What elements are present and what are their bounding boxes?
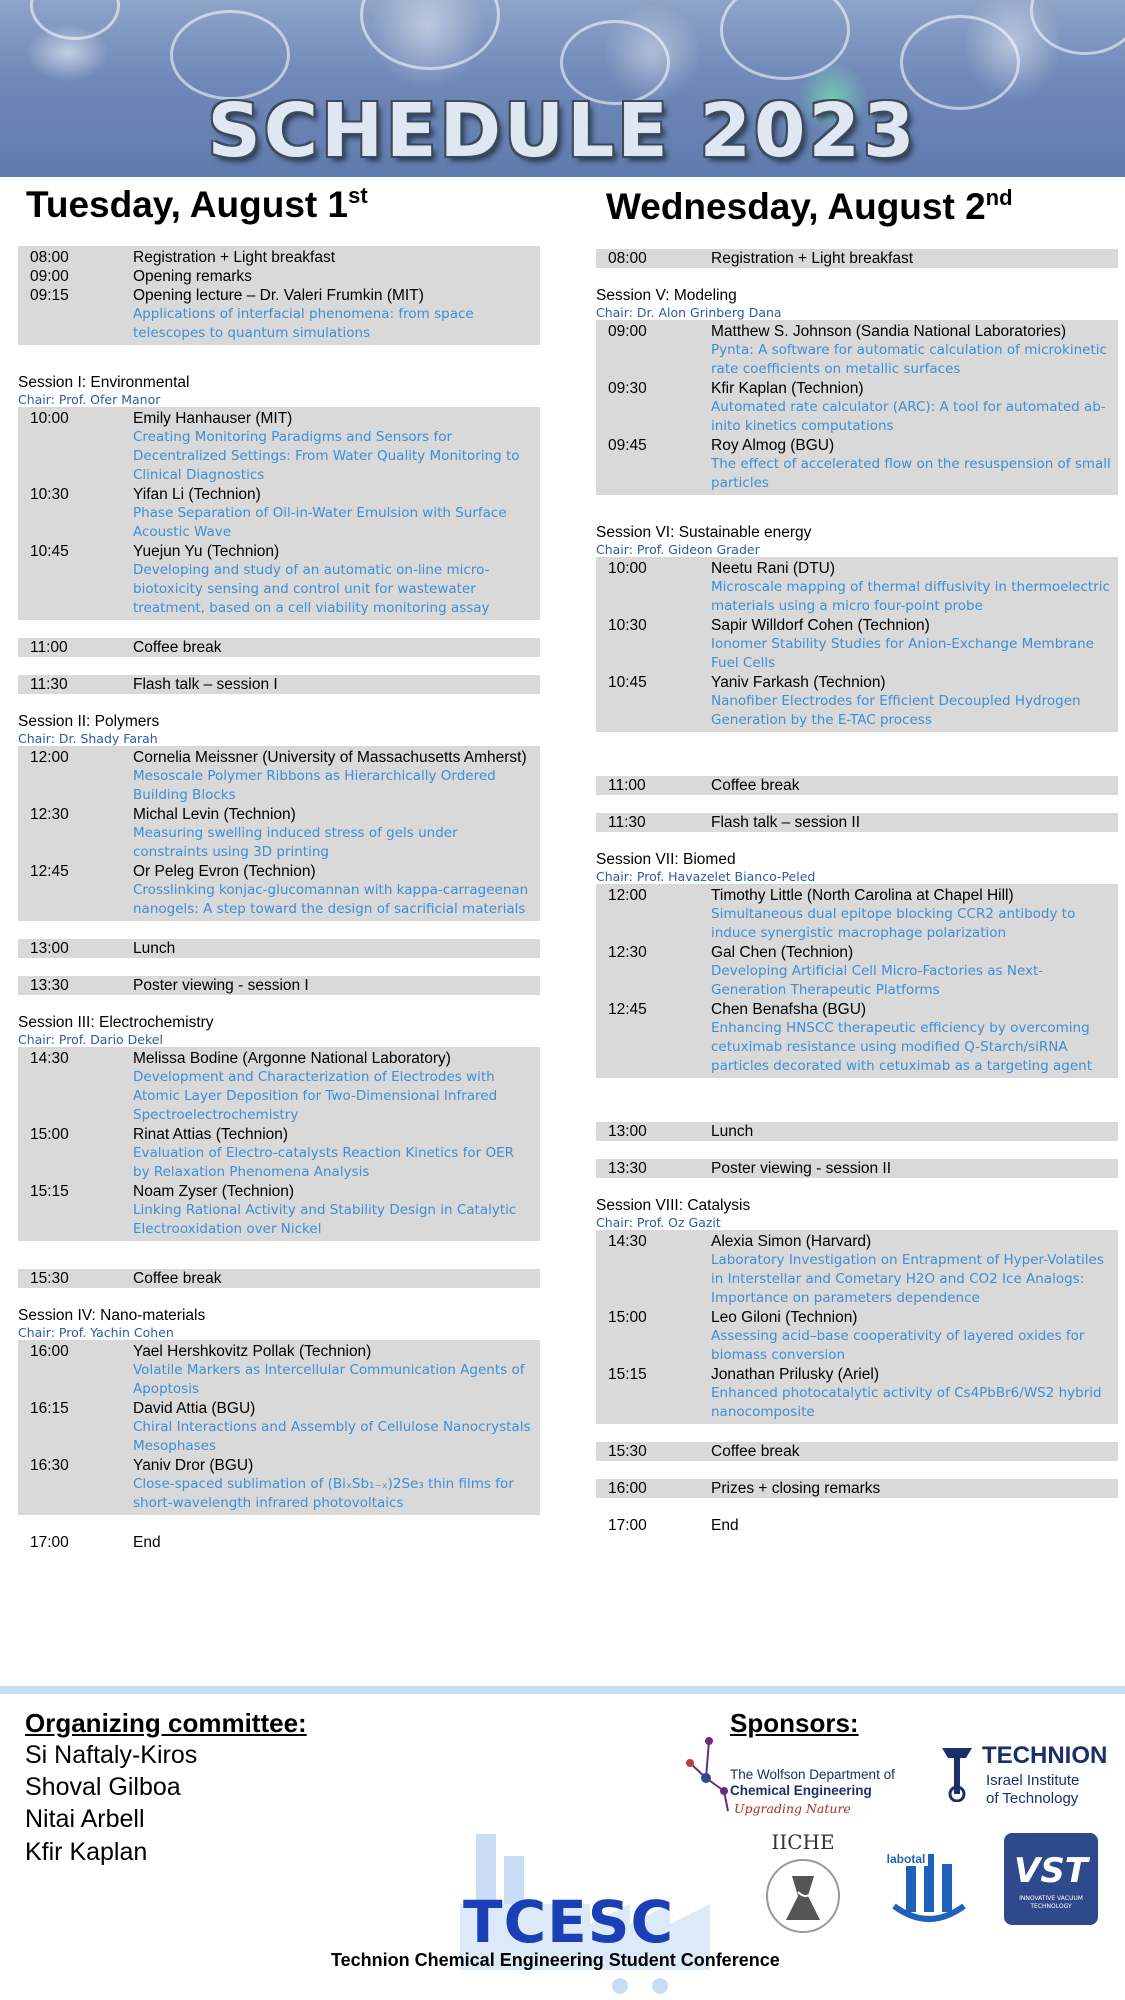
lunch-row: 13:00 Lunch: [18, 939, 540, 958]
session-title: Session IV: Nano-materials: [18, 1307, 206, 1324]
session-chair: Chair: Dr. Alon Grinberg Dana: [596, 305, 782, 320]
technion-logo: TECHNION Israel Institute of Technology: [938, 1740, 1113, 1820]
session-title: Session V: Modeling: [596, 287, 737, 304]
registration-row: 08:00 Registration + Light breakfast: [596, 249, 1118, 268]
talk-row: 14:30 Alexia Simon (Harvard) Laboratory Investigation on Entrapment of Hyper-Volatiles in Interstellar and Cometary H2O and CO2 Ice Analogs: Importance on parameters dependence: [608, 1233, 1104, 1306]
schedule-row: 09:00 Opening remarks: [30, 268, 252, 285]
talk-row: 15:15 Jonathan Prilusky (Ariel) Enhanced photocatalytic activity of Cs4PbBr6/WS2 hybrid nanocomposite: [608, 1366, 1102, 1420]
talk-row: 12:00 Cornelia Meissner (University of Massachusetts Amherst) Mesoscale Polymer Ribbons as Hierarchically Ordered Building Blocks: [30, 749, 527, 803]
session-chair: Chair: Prof. Oz Gazit: [596, 1215, 721, 1230]
schedule-title: SCHEDULE 2023: [207, 88, 918, 174]
conference-subtitle: Technion Chemical Engineering Student Conference: [331, 1950, 780, 1970]
talk-row: 10:30 Sapir Willdorf Cohen (Technion) Ionomer Stability Studies for Anion-Exchange Membrane Fuel Cells: [608, 617, 1094, 671]
session-block: [596, 1230, 1118, 1424]
talk-row: 10:00 Neetu Rani (DTU) Microscale mapping of thermal diffusivity in thermoelectric materials using a micro four-point probe: [608, 560, 1110, 614]
session-title: Session VI: Sustainable energy: [596, 524, 812, 541]
talk-row: 14:30 Melissa Bodine (Argonne National Laboratory) Development and Characterization of Electrodes with Atomic Layer Deposition for Two-Dimensional Infrared Spectroelectrochemistry: [30, 1050, 498, 1123]
tuesday-heading: Tuesday, August 1st: [26, 183, 368, 225]
session-chair: Chair: Prof. Dario Dekel: [18, 1032, 163, 1047]
organizing-committee-heading: Organizing committee:: [25, 1708, 307, 1738]
wednesday-heading: Wednesday, August 2nd: [606, 185, 1013, 227]
wolfson-department-logo: The Wolfson Department of Chemical Engineering Upgrading Nature: [684, 1733, 924, 1821]
flash-talk-row: 11:30 Flash talk – session I: [18, 675, 540, 694]
talk-row: 15:00 Leo Giloni (Technion) Assessing acid–base cooperativity of layered oxides for biomass conversion: [608, 1309, 1085, 1363]
end-row: 17:00 End: [608, 1517, 739, 1534]
iiche-emblem-icon: [762, 1856, 844, 1940]
coffee-break-row: 15:30 Coffee break: [18, 1269, 540, 1288]
session-chair: Chair: Prof. Yachin Cohen: [18, 1325, 174, 1340]
committee-member: Shoval Gilboa: [25, 1773, 181, 1801]
session-title: Session VIII: Catalysis: [596, 1197, 751, 1214]
coffee-break-row: 11:00 Coffee break: [18, 638, 540, 657]
talk-row: 16:00 Yael Hershkovitz Pollak (Technion) Volatile Markers as Intercellular Communication Agents of Apoptosis: [30, 1343, 525, 1397]
iiche-logo: IICHE: [762, 1830, 844, 1940]
schedule-row: 09:15 Opening lecture – Dr. Valeri Frumkin (MIT) Applications of interfacial phenomena: from space telescopes to quantum simulations: [30, 287, 474, 341]
talk-row: 10:45 Yuejun Yu (Technion) Developing and study of an automatic on-line micro-biotoxicity sensing and control unit for wastewater treatment, based on a cell viability monitoring assay: [30, 543, 490, 616]
talk-row: 10:30 Yifan Li (Technion) Phase Separation of Oil-in-Water Emulsion with Surface Acoustic Wave: [30, 486, 507, 540]
talk-row: 10:00 Emily Hanhauser (MIT) Creating Monitoring Paradigms and Sensors for Decentralized Settings: From Water Quality Monitoring to Clinical Diagnostics: [30, 410, 520, 483]
coffee-break-row: 15:30 Coffee break: [596, 1442, 1118, 1461]
vst-logo: VST INNOVATIVE VACUUM TECHNOLOGY: [1004, 1833, 1098, 1925]
labotal-logo: labotal: [884, 1836, 974, 1940]
talk-row: 12:45 Or Peleg Evron (Technion) Crosslinking konjac-glucomannan with kappa-carrageenan nanogels: A step toward the design of sacrificial materials: [30, 863, 529, 917]
flash-talk-row: 11:30 Flash talk – session II: [596, 813, 1118, 832]
committee-member: Si Naftaly-Kiros: [25, 1741, 198, 1769]
tcesc-logo-text: TCESC: [463, 1888, 675, 1956]
session-title: Session II: Polymers: [18, 713, 160, 730]
session-chair: Chair: Prof. Ofer Manor: [18, 392, 161, 407]
opening-block: [18, 246, 540, 345]
session-block: [596, 557, 1118, 732]
coffee-break-row: 11:00 Coffee break: [596, 776, 1118, 795]
schedule-row: 08:00 Registration + Light breakfast: [30, 249, 336, 266]
committee-member: Nitai Arbell: [25, 1805, 145, 1833]
poster-row: 13:30 Poster viewing - session II: [596, 1159, 1118, 1178]
prizes-row: 16:00 Prizes + closing remarks: [596, 1479, 1118, 1498]
talk-row: 09:45 Roy Almog (BGU) The effect of accelerated flow on the resuspension of small particles: [608, 437, 1111, 491]
sponsors-heading: Sponsors:: [730, 1708, 859, 1738]
poster-row: 13:30 Poster viewing - session I: [18, 976, 540, 995]
wednesday-schedule: [596, 249, 1118, 1535]
session-block: [18, 407, 540, 620]
labotal-emblem-icon: [884, 1836, 974, 1932]
session-chair: Chair: Prof. Gideon Grader: [596, 542, 760, 557]
session-block: [18, 1340, 540, 1515]
session-title: Session VII: Biomed: [596, 851, 736, 868]
session-block: [596, 884, 1118, 1078]
talk-row: 10:45 Yaniv Farkash (Technion) Nanofiber Electrodes for Efficient Decoupled Hydrogen Generation by the E-TAC process: [608, 674, 1081, 728]
session-block: [18, 746, 540, 921]
end-row: 17:00 End: [30, 1534, 161, 1551]
talk-row: 12:00 Timothy Little (North Carolina at Chapel Hill) Simultaneous dual epitope blocking CCR2 antibody to induce synergistic macrophage polarization: [608, 887, 1076, 941]
session-chair: Chair: Dr. Shady Farah: [18, 731, 158, 746]
header-banner: [0, 0, 1125, 177]
technion-emblem-icon: [938, 1744, 976, 1802]
molecule-icon: [684, 1733, 734, 1813]
talk-row: 15:15 Noam Zyser (Technion) Linking Rational Activity and Stability Design in Catalytic Electrooxidation over Nickel: [30, 1183, 517, 1237]
session-block: [18, 1047, 540, 1241]
lunch-row: 13:00 Lunch: [596, 1122, 1118, 1141]
talk-row: 12:30 Michal Levin (Technion) Measuring swelling induced stress of gels under constraints using 3D printing: [30, 806, 458, 860]
talk-row: 16:30 Yaniv Dror (BGU) Close-spaced sublimation of (BiₓSb₁₋ₓ)2Se₃ thin films for short-wavelength infrared photovoltaics: [30, 1457, 514, 1511]
footer-divider: [0, 1686, 1125, 1694]
talk-row: 16:15 David Attia (BGU) Chiral Interactions and Assembly of Cellulose Nanocrystals Mesophases: [30, 1400, 531, 1454]
session-title: Session III: Electrochemistry: [18, 1014, 214, 1031]
talk-row: 15:00 Rinat Attias (Technion) Evaluation of Electro-catalysts Reaction Kinetics for OER by Relaxation Phenomena Analysis: [30, 1126, 514, 1180]
talk-row: 09:30 Kfir Kaplan (Technion) Automated rate calculator (ARC): A tool for automated ab-inito kinetics computations: [608, 380, 1106, 434]
committee-member: Kfir Kaplan: [25, 1838, 148, 1866]
talk-row: 12:30 Gal Chen (Technion) Developing Artificial Cell Micro-Factories as Next-Generation Therapeutic Platforms: [608, 944, 1044, 998]
session-chair: Chair: Prof. Havazelet Bianco-Peled: [596, 869, 816, 884]
session-block: [596, 320, 1118, 495]
tuesday-schedule: [18, 246, 540, 1552]
talk-row: 12:45 Chen Benafsha (BGU) Enhancing HNSCC therapeutic efficiency by overcoming cetuximab resistance using modified Q-Starch/siRNA particles decorated with cetuximab as a targeting agent: [608, 1001, 1092, 1074]
session-title: Session I: Environmental: [18, 374, 190, 391]
talk-row: 09:00 Matthew S. Johnson (Sandia National Laboratories) Pynta: A software for automatic calculation of microkinetic rate coefficients on metallic surfaces: [608, 323, 1107, 377]
